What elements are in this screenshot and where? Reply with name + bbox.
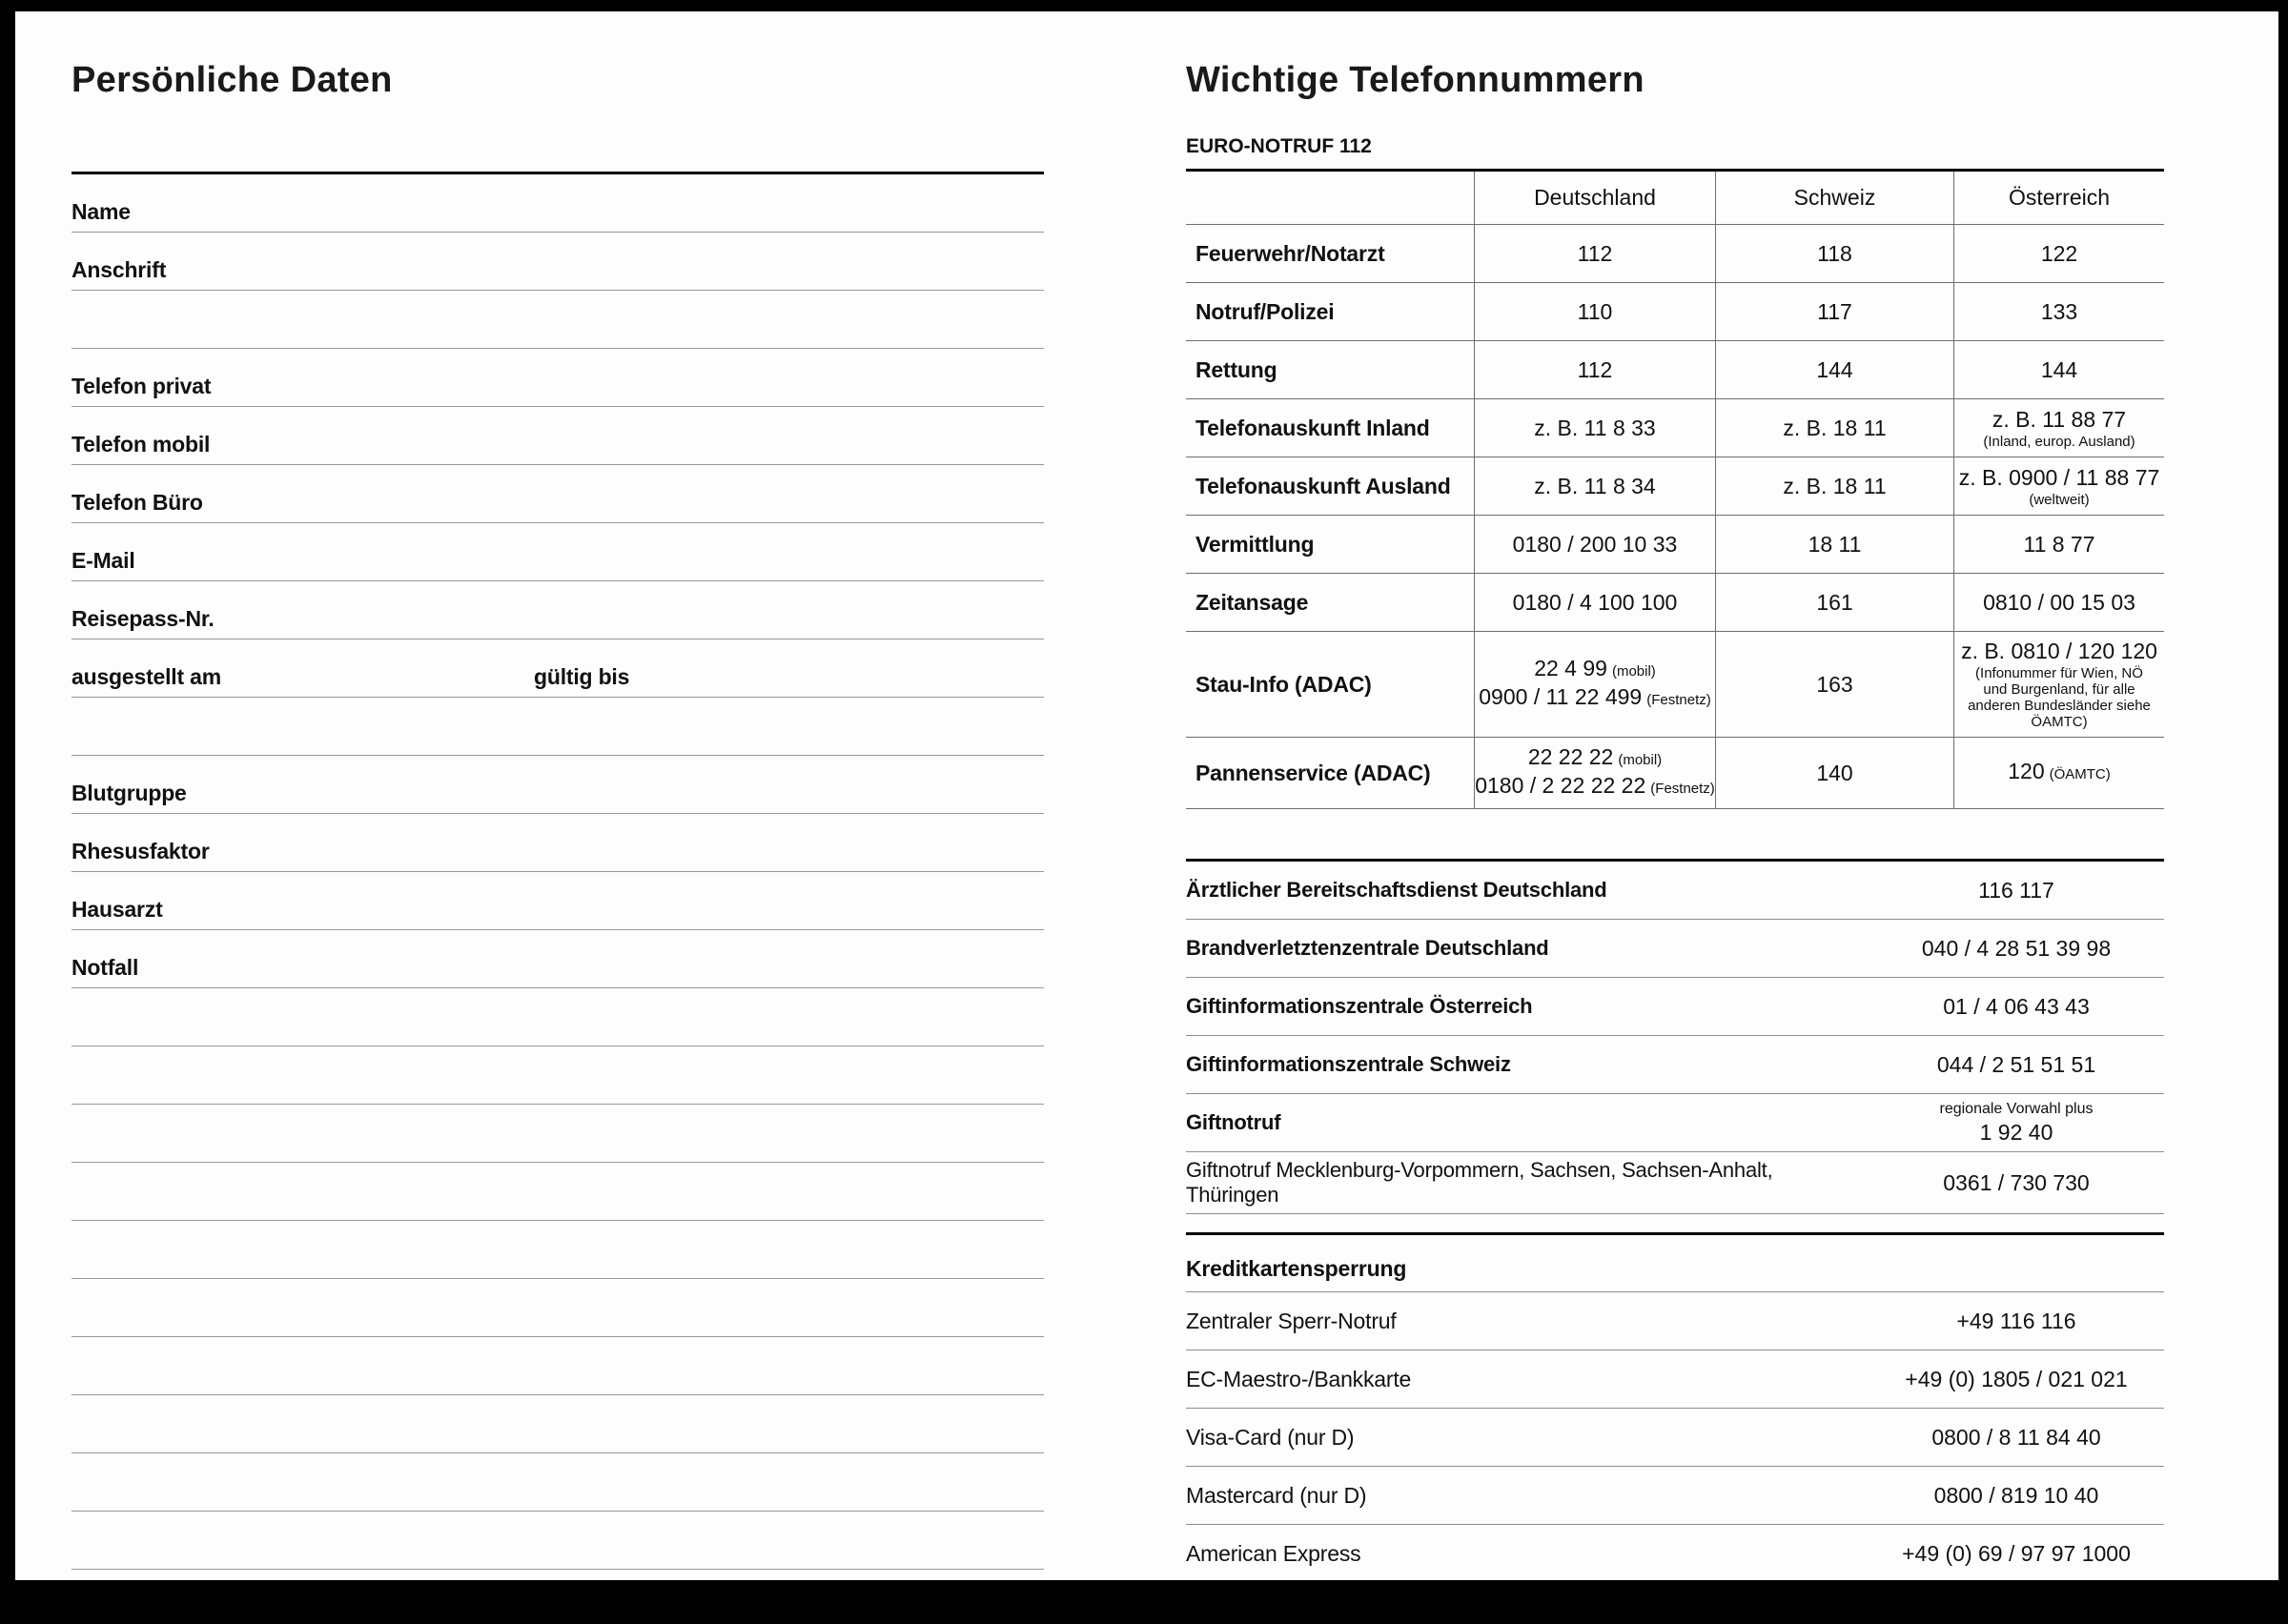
number-main: 140 [1816,761,1853,785]
form-field-row [72,174,1044,233]
cell-deutschland [1474,225,1715,282]
table-body [1186,225,2164,809]
credit-row [1186,1525,2164,1580]
number-main: 0810 / 00 15 03 [1983,590,2135,615]
credit-label: EC-Maestro-/Bankkarte [1186,1366,1412,1391]
page-title-left: Persönliche Daten [72,60,393,100]
cell-oesterreich [1953,457,2164,515]
number-main: 117 [1817,299,1852,324]
field-label: Notfall [72,955,139,980]
cell-schweiz [1715,283,1953,340]
service-value [1869,1100,2164,1146]
cell-schweiz [1715,738,1953,808]
table-header-oesterreich: Österreich [1953,172,2164,224]
service-label: Giftnotruf [1186,1110,1281,1134]
number-note: (ÖAMTC) [2049,766,2111,782]
cell-schweiz [1715,516,1953,573]
credit-value [1869,1540,2164,1567]
number-main: 122 [2040,241,2078,266]
cell-deutschland [1474,738,1715,808]
table-row [1186,516,2164,574]
table-row [1186,283,2164,341]
form-field-row [72,1512,1044,1570]
row-label: Rettung [1195,356,1277,382]
table-row [1186,225,2164,283]
number-main: 120 [2008,759,2045,783]
cell-oesterreich [1953,738,2164,808]
services-list [1186,862,2164,1214]
form-field-row [72,349,1044,407]
form-field-row [72,581,1044,639]
service-number: 01 / 4 06 43 43 [1943,994,2090,1019]
form-field-row [72,872,1044,930]
form-field-row [72,1046,1044,1105]
credit-section-title: Kreditkartensperrung [1186,1235,2164,1292]
credit-row [1186,1409,2164,1467]
number-main: 144 [2040,357,2078,382]
number-note: (mobil) [1611,663,1656,680]
form-field-row [72,291,1044,349]
credit-value [1869,1366,2164,1392]
credit-label: Zentraler Sperr-Notruf [1186,1308,1397,1333]
number-main: z. B. 11 8 34 [1534,474,1656,498]
credit-number: 0800 / 8 11 84 40 [1931,1425,2101,1450]
field-label: ausgestellt am [72,664,221,689]
form-field-row [72,407,1044,465]
number-main-2: 0900 / 11 22 499 [1479,684,1643,709]
cell-oesterreich [1953,516,2164,573]
euro-notruf-label: EURO-NOTRUF 112 [1186,135,1372,157]
row-label: Vermittlung [1195,531,1315,557]
cell-oesterreich [1953,225,2164,282]
credit-value [1869,1424,2164,1451]
cell-schweiz [1715,341,1953,398]
number-main: 118 [1817,241,1852,266]
form-field-row [72,988,1044,1046]
cell-schweiz [1715,225,1953,282]
form-field-row [72,930,1044,988]
cell-deutschland [1474,632,1715,737]
row-label: Zeitansage [1195,589,1309,615]
credit-number: +49 (0) 1805 / 021 021 [1905,1367,2128,1391]
table-row [1186,632,2164,738]
service-value [1869,1169,2164,1196]
page-title-right: Wichtige Telefonnummern [1186,60,1644,100]
service-row [1186,978,2164,1036]
cell-deutschland [1474,516,1715,573]
form-field-row [72,814,1044,872]
number-sub-note: (weltweit) [2029,491,2090,508]
cell-deutschland [1474,574,1715,631]
field-label: Hausarzt [72,897,163,922]
cell-deutschland [1474,341,1715,398]
table-row [1186,574,2164,632]
cell-oesterreich [1953,574,2164,631]
cell-schweiz [1715,632,1953,737]
service-label: Brandverletztenzentrale Deutschland [1186,936,1549,960]
number-note: (mobil) [1618,752,1663,768]
number-main: 0180 / 4 100 100 [1512,590,1678,615]
number-main: 11 8 77 [2023,532,2095,557]
form-field-row [72,523,1044,581]
table-row [1186,457,2164,516]
form-field-row [72,639,1044,698]
field-label: Anschrift [72,257,167,282]
service-label: Giftinformationszentrale Schweiz [1186,1052,1511,1076]
number-main: z. B. 18 11 [1783,474,1887,498]
service-number: 116 117 [1978,878,2054,903]
form-field-row [72,1453,1044,1512]
cell-oesterreich [1953,341,2164,398]
credit-row [1186,1292,2164,1350]
field-label: Telefon Büro [72,490,203,515]
service-row [1186,1094,2164,1152]
number-main: 110 [1577,299,1613,324]
table-row [1186,399,2164,457]
credit-label: Visa-Card (nur D) [1186,1424,1355,1450]
field-label: Name [72,199,131,224]
service-value [1869,993,2164,1020]
form-field-row [72,1279,1044,1337]
row-label: Stau-Info (ADAC) [1195,671,1372,697]
number-main: 0180 / 200 10 33 [1512,532,1678,557]
service-label: Giftinformationszentrale Österreich [1186,994,1533,1018]
form-field-row [72,233,1044,291]
cell-schweiz [1715,399,1953,457]
cell-oesterreich [1953,632,2164,737]
form-field-row [72,756,1044,814]
number-main: 144 [1816,357,1853,382]
service-row [1186,920,2164,978]
form-field-row [72,465,1044,523]
form-field-row [72,1395,1044,1453]
service-number: 0361 / 730 730 [1943,1170,2090,1195]
field-label-secondary: gültig bis [534,664,630,689]
form-field-row [72,1337,1044,1395]
table-row [1186,738,2164,809]
number-main: z. B. 11 88 77 [1992,406,2127,432]
credit-number: 0800 / 819 10 40 [1933,1483,2099,1508]
number-main: 112 [1577,357,1613,382]
table-header-row [1186,172,2164,225]
number-note-2: (Festnetz) [1646,692,1711,708]
number-main: 133 [2040,299,2078,324]
credit-value [1869,1482,2164,1509]
credit-card-list [1186,1292,2164,1580]
service-row [1186,1036,2164,1094]
number-main: 112 [1577,241,1613,266]
credit-number: +49 (0) 69 / 97 97 1000 [1902,1541,2131,1566]
row-label: Telefonauskunft Inland [1195,415,1430,440]
cell-deutschland [1474,399,1715,457]
emergency-numbers-table [1186,169,2164,809]
field-label: Blutgruppe [72,781,187,805]
service-value-note: regionale Vorwahl plus [1939,1101,2094,1117]
personal-data-form [72,174,1044,1570]
number-main: 22 4 99 [1534,656,1607,680]
form-field-row [72,698,1044,756]
cell-deutschland [1474,283,1715,340]
number-main-2: 0180 / 2 22 22 22 [1475,773,1646,798]
field-label: Telefon mobil [72,432,211,457]
row-label: Telefonauskunft Ausland [1195,473,1451,498]
cell-deutschland [1474,457,1715,515]
credit-value [1869,1308,2164,1334]
cell-oesterreich [1953,399,2164,457]
number-main: 22 22 22 [1527,744,1614,769]
service-value [1869,877,2164,903]
service-row [1186,862,2164,920]
row-label: Feuerwehr/Notarzt [1195,240,1385,266]
table-header-deutschland: Deutschland [1474,172,1715,224]
form-field-row [72,1163,1044,1221]
service-number: 040 / 4 28 51 39 98 [1921,936,2112,961]
form-field-row [72,1105,1044,1163]
credit-row [1186,1467,2164,1525]
row-label: Pannenservice (ADAC) [1195,760,1431,785]
credit-number: +49 116 116 [1956,1309,2076,1333]
number-sub-note: (Inland, europ. Ausland) [1983,433,2135,450]
number-main: z. B. 0810 / 120 120 [1961,639,2157,663]
service-label: Giftnotruf Mecklenburg-Vorpommern, Sachsen, Sachsen-Anhalt, Thüringen [1186,1158,1773,1207]
form-field-row [72,1221,1044,1279]
service-number: 044 / 2 51 51 51 [1936,1052,2096,1077]
number-main: 18 11 [1808,532,1862,557]
field-label: Telefon privat [72,374,212,398]
row-label: Notruf/Polizei [1195,298,1335,324]
cell-schweiz [1715,574,1953,631]
number-main: 163 [1816,672,1853,697]
number-note-2: (Festnetz) [1650,781,1715,797]
organizer-spread [15,11,2278,1580]
field-label: Reisepass-Nr. [72,606,214,631]
table-header-schweiz: Schweiz [1715,172,1953,224]
credit-row [1186,1350,2164,1409]
cell-oesterreich [1953,283,2164,340]
field-label: E-Mail [72,548,135,573]
service-value [1869,1051,2164,1078]
phone-numbers-page [1186,54,2164,1580]
service-label: Ärztlicher Bereitschaftsdienst Deutschland [1186,878,1607,902]
number-main: 161 [1816,590,1853,615]
cell-schweiz [1715,457,1953,515]
credit-label: Mastercard (nur D) [1186,1482,1367,1508]
field-label: Rhesusfaktor [72,839,210,863]
personal-data-page [72,54,1044,1570]
number-main: z. B. 18 11 [1783,416,1887,440]
service-row [1186,1152,2164,1214]
table-row [1186,341,2164,399]
number-main: z. B. 11 8 33 [1534,416,1656,440]
table-header-empty [1186,172,1474,224]
credit-label: American Express [1186,1540,1361,1566]
number-sub-note: (Infonummer für Wien, NÖ und Burgenland, für alle anderen Bundesländer siehe ÖAMTC) [1968,665,2151,730]
service-value [1869,935,2164,962]
number-main: z. B. 0900 / 11 88 77 [1958,464,2160,490]
service-number: 1 92 40 [1979,1120,2053,1145]
